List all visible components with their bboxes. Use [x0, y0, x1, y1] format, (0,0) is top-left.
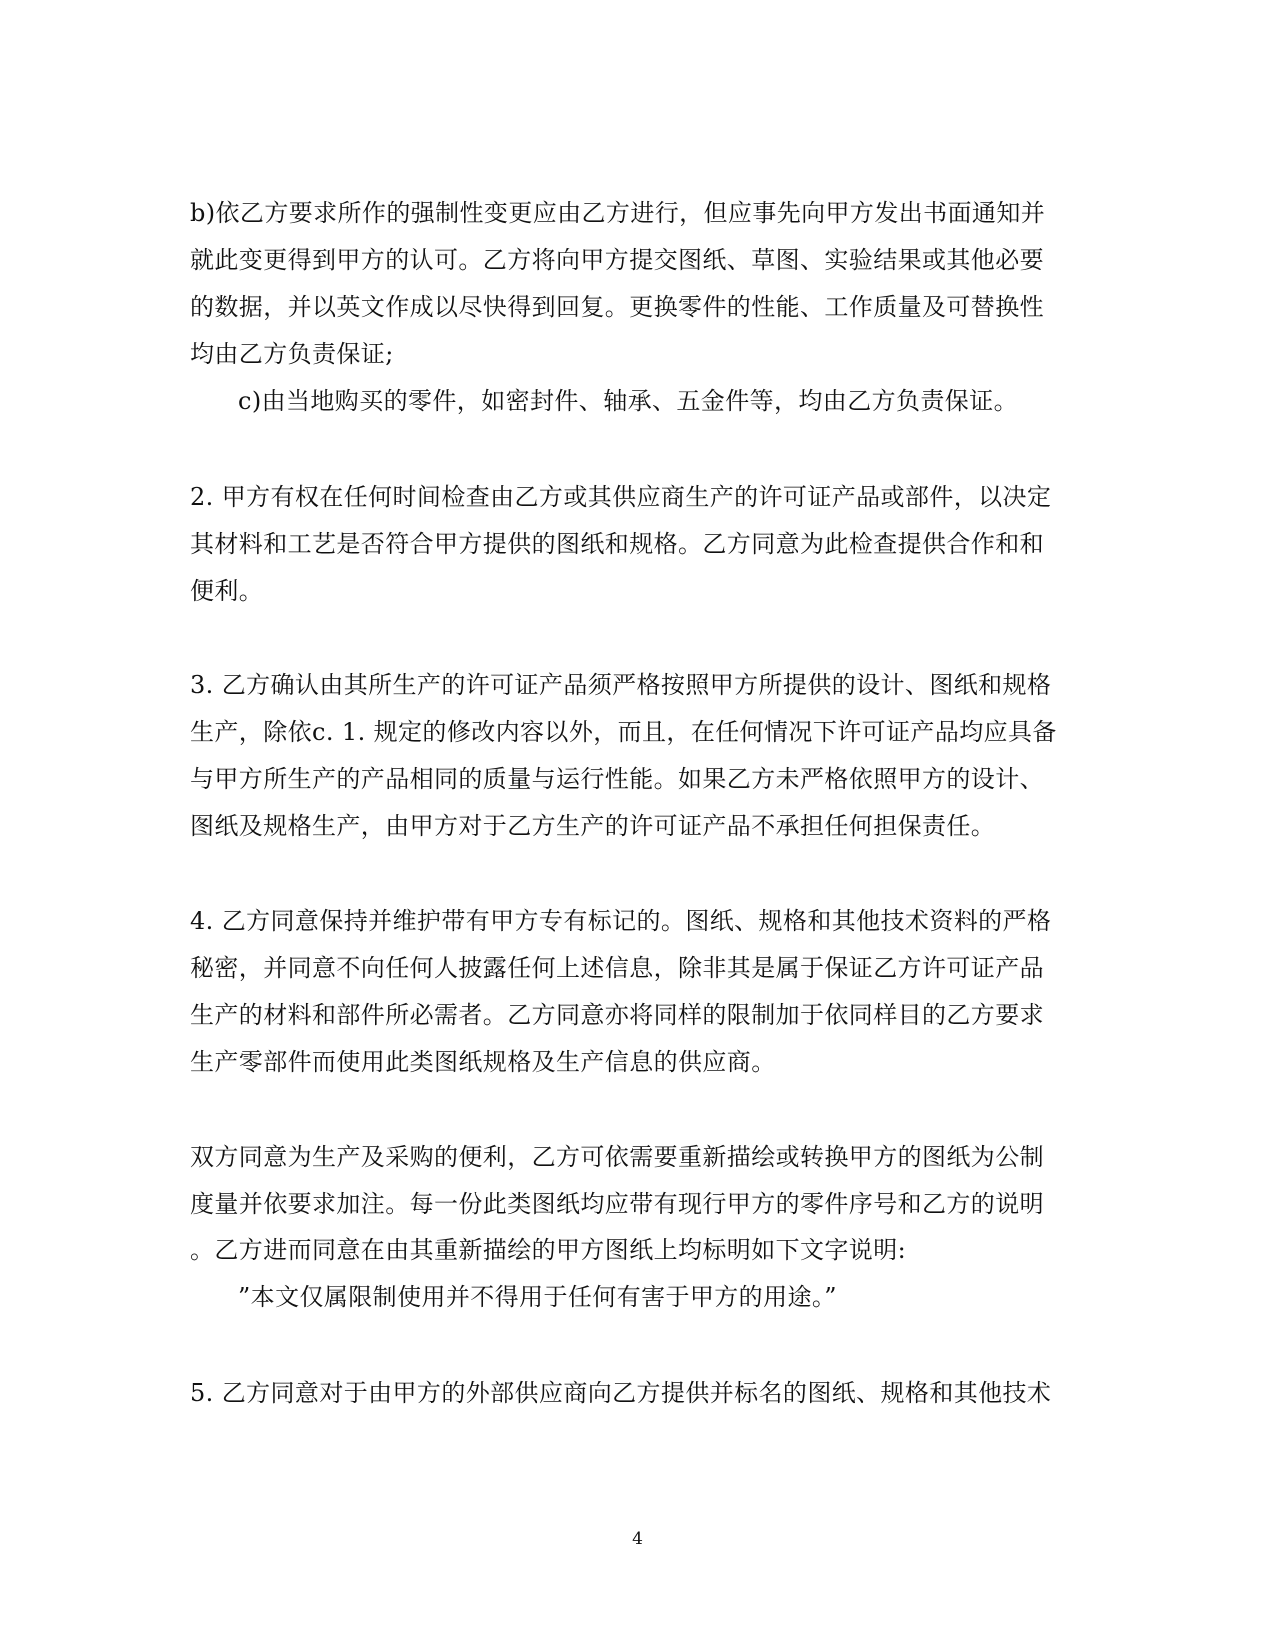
paragraph-2-line-3: 便利。 [190, 577, 264, 605]
paragraph-4-line-4: 生产零部件而使用此类图纸规格及生产信息的供应商。 [190, 1048, 776, 1076]
quoted-notice-line: ”本文仅属限制使用并不得用于任何有害于甲方的用途。” [238, 1283, 837, 1311]
paragraph-4-line-2: 秘密，并同意不向任何人披露任何上述信息，除非其是属于保证乙方许可证产品 [190, 954, 1044, 982]
paragraph-5-line-1: 双方同意为生产及采购的便利，乙方可依需要重新描绘或转换甲方的图纸为公制 [190, 1143, 1044, 1171]
paragraph-b-line-3: 的数据，并以英文作成以尽快得到回复。更换零件的性能、工作质量及可替换性 [190, 293, 1044, 321]
paragraph-2-line-2: 其材料和工艺是否符合甲方提供的图纸和规格。乙方同意为此检查提供合作和和 [190, 530, 1044, 558]
paragraph-5-line-2: 度量并依要求加注。每一份此类图纸均应带有现行甲方的零件序号和乙方的说明 [190, 1190, 1044, 1218]
paragraph-5-line-3: 。乙方进而同意在由其重新描绘的甲方图纸上均标明如下文字说明: [190, 1236, 907, 1264]
paragraph-3-line-3: 与甲方所生产的产品相同的质量与运行性能。如果乙方未严格依照甲方的设计、 [190, 765, 1044, 793]
paragraph-4-line-3: 生产的材料和部件所必需者。乙方同意亦将同样的限制加于依同样目的乙方要求 [190, 1001, 1044, 1029]
paragraph-2-line-1: 2. 甲方有权在任何时间检查由乙方或其供应商生产的许可证产品或部件，以决定 [190, 483, 1052, 511]
paragraph-c-line-1: c)由当地购买的零件，如密封件、轴承、五金件等，均由乙方负责保证。 [238, 387, 1019, 415]
paragraph-b-line-4: 均由乙方负责保证; [190, 340, 394, 368]
page-number: 4 [632, 1529, 643, 1549]
paragraph-6-line-1: 5. 乙方同意对于由甲方的外部供应商向乙方提供并标名的图纸、规格和其他技术 [190, 1379, 1052, 1407]
paragraph-b-line-1: b)依乙方要求所作的强制性变更应由乙方进行，但应事先向甲方发出书面通知并 [190, 199, 1046, 227]
paragraph-3-line-2: 生产，除依c. 1. 规定的修改内容以外，而且，在任何情况下许可证产品均应具备 [190, 718, 1057, 746]
paragraph-3-line-1: 3. 乙方确认由其所生产的许可证产品须严格按照甲方所提供的设计、图纸和规格 [190, 671, 1052, 699]
paragraph-3-line-4: 图纸及规格生产，由甲方对于乙方生产的许可证产品不承担任何担保责任。 [190, 812, 996, 840]
paragraph-b-line-2: 就此变更得到甲方的认可。乙方将向甲方提交图纸、草图、实验结果或其他必要 [190, 246, 1044, 274]
paragraph-4-line-1: 4. 乙方同意保持并维护带有甲方专有标记的。图纸、规格和其他技术资料的严格 [190, 907, 1052, 935]
